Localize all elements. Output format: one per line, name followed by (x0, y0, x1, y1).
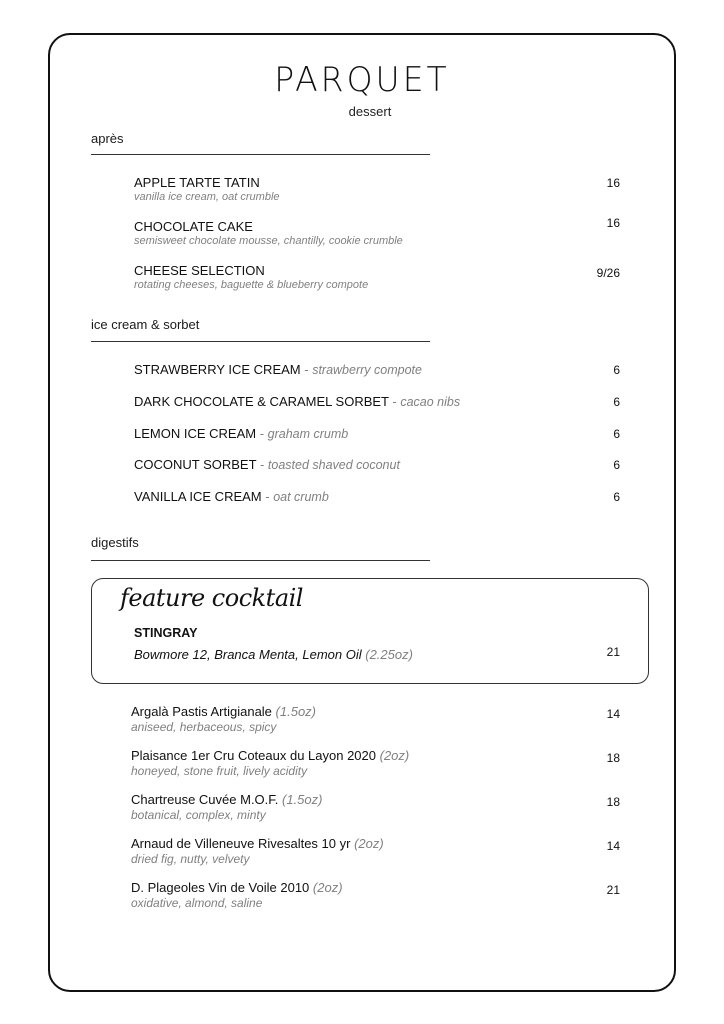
menu-item-name: CHEESE SELECTION (134, 263, 265, 278)
section-divider (91, 560, 430, 561)
menu-item-desc: rotating cheeses, baguette & blueberry compote (134, 279, 369, 291)
pour-size: (2oz) (379, 748, 410, 763)
digestif-desc: oxidative, almond, saline (131, 896, 263, 910)
menu-item-price: 16 (606, 176, 620, 190)
digestif-item (131, 836, 384, 851)
menu-item-desc: vanilla ice cream, oat crumble (134, 191, 280, 203)
section-title-digestifs: digestifs (91, 535, 139, 550)
menu-item-price: 6 (613, 363, 620, 377)
menu-item-desc: graham crumb (267, 427, 349, 441)
separator: - (388, 394, 401, 409)
section-divider (91, 154, 430, 155)
menu-subtitle: dessert (348, 104, 392, 119)
menu-item-name: DARK CHOCOLATE & CARAMEL SORBET (134, 394, 389, 409)
digestif-name: D. Plageoles Vin de Voile 2010 (131, 880, 313, 895)
section-divider (91, 341, 430, 342)
pour-size: (2.25oz) (365, 647, 413, 662)
menu-item-desc: toasted shaved coconut (267, 458, 400, 472)
digestif-name: Plaisance 1er Cru Coteaux du Layon 2020 (131, 748, 376, 763)
digestif-name: Chartreuse Cuvée M.O.F. (131, 792, 279, 807)
menu-item-name: STRAWBERRY ICE CREAM (134, 362, 301, 377)
pour-size: (1.5oz) (282, 792, 323, 807)
menu-item-desc: cacao nibs (400, 395, 461, 409)
digestif-item (131, 792, 322, 807)
menu-item-desc: oat crumb (273, 490, 329, 504)
separator: - (261, 489, 274, 504)
digestif-desc: honeyed, stone fruit, lively acidity (131, 764, 308, 778)
pour-size: (2oz) (312, 880, 343, 895)
digestif-desc: botanical, complex, minty (131, 808, 266, 822)
separator: - (256, 457, 268, 472)
pour-size: (1.5oz) (275, 704, 317, 719)
digestif-desc: aniseed, herbaceous, spicy (131, 720, 277, 734)
ingredients-text: Bowmore 12, Branca Menta, Lemon Oil (134, 647, 362, 662)
digestif-item (131, 748, 409, 763)
menu-item-price: 6 (613, 490, 620, 504)
restaurant-name: PARQUET (274, 59, 450, 100)
digestif-price: 18 (606, 751, 620, 765)
digestif-desc: dried fig, nutty, velvety (131, 852, 250, 866)
feature-cocktail-ingredients (134, 647, 413, 662)
menu-item-name: LEMON ICE CREAM (134, 426, 257, 441)
menu-item-name: COCONUT SORBET (134, 457, 257, 472)
menu-item-price: 6 (613, 458, 620, 472)
menu-item-price: 6 (613, 395, 620, 409)
digestif-name: Argalà Pastis Artigianale (131, 704, 272, 719)
digestif-price: 14 (606, 707, 620, 721)
digestif-price: 14 (606, 839, 620, 853)
menu-item-desc: semisweet chocolate mousse, chantilly, cookie crumble (134, 235, 403, 247)
menu-item-price: 16 (606, 216, 620, 230)
feature-cocktail-price: 21 (606, 645, 620, 659)
digestif-price: 21 (606, 883, 620, 897)
menu-item-price: 9/26 (596, 266, 620, 280)
feature-cocktail-name: STINGRAY (134, 626, 198, 640)
separator: - (256, 426, 268, 441)
section-title-ice-cream: ice cream & sorbet (91, 317, 200, 332)
digestif-price: 18 (606, 795, 620, 809)
feature-cocktail-label: feature cocktail (120, 584, 303, 612)
separator: - (300, 362, 313, 377)
menu-item (134, 489, 329, 504)
section-title-apres: après (91, 131, 124, 146)
menu-item (134, 457, 400, 472)
menu-item (134, 394, 460, 409)
menu-item-name: CHOCOLATE CAKE (134, 219, 253, 234)
menu-item-name: VANILLA ICE CREAM (134, 489, 262, 504)
menu-item-price: 6 (613, 427, 620, 441)
menu-item (134, 362, 422, 377)
menu-item (134, 426, 348, 441)
menu-item-desc: strawberry compote (312, 363, 422, 377)
digestif-name: Arnaud de Villeneuve Rivesaltes 10 yr (131, 836, 351, 851)
menu-item-name: APPLE TARTE TATIN (134, 175, 260, 190)
pour-size: (2oz) (354, 836, 384, 851)
digestif-item (131, 704, 316, 719)
digestif-item (131, 880, 343, 895)
